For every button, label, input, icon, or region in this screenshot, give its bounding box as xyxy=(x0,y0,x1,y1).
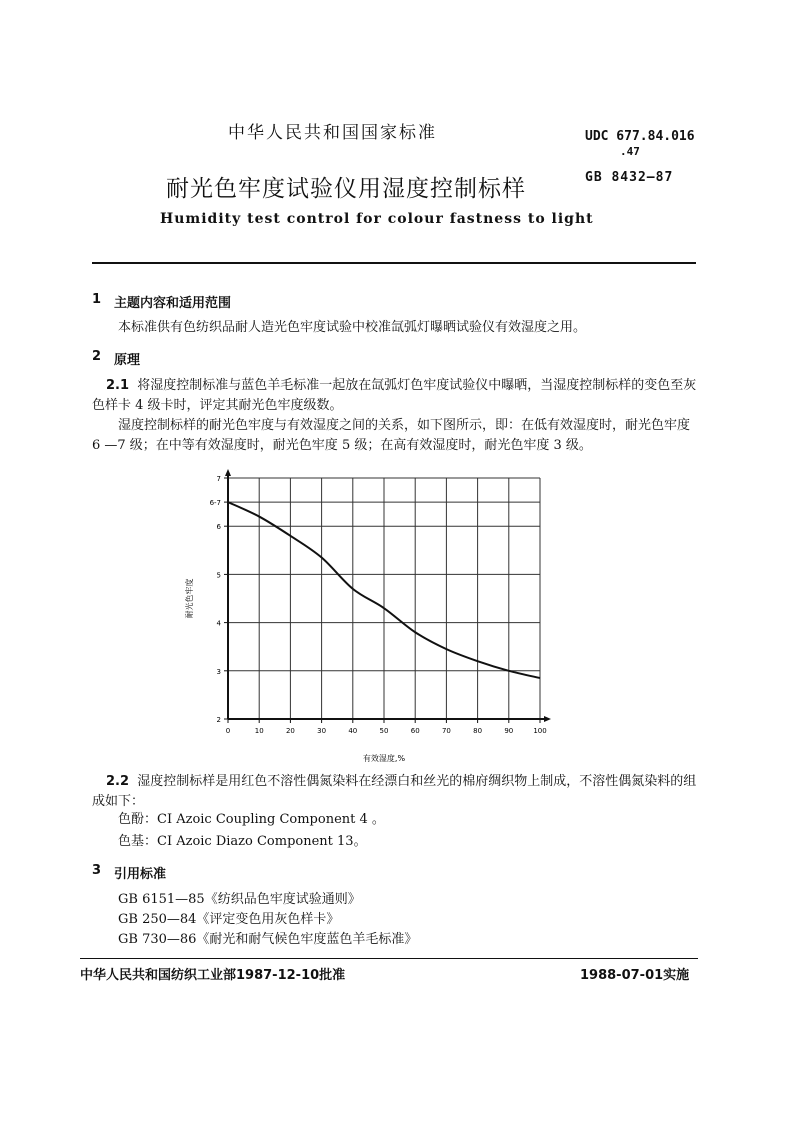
x-tick-label: 100 xyxy=(533,727,547,735)
x-tick-label: 90 xyxy=(504,727,514,735)
udc-code: UDC 677.84.016 xyxy=(585,129,695,144)
x-tick-label: 30 xyxy=(317,727,327,735)
clause-2-2 xyxy=(92,772,698,812)
chart-axes xyxy=(224,469,551,723)
x-tick-label: 60 xyxy=(410,727,420,735)
implementation-date: 1988-07-01实施 xyxy=(580,968,690,983)
document-title-cn: 耐光色牢度试验仪用湿度控制标样 xyxy=(166,176,526,202)
y-axis-arrow xyxy=(225,469,231,476)
reference-standard: GB 6151—85《纺织品色牢度试验通则》 xyxy=(118,892,361,907)
clause-2-1-relation: 湿度控制标样的耐光色牢度与有效湿度之间的关系，如下图所示，即：在低有效湿度时，耐光色牢度 6 —7 级；在中等有效湿度时，耐光色牢度 5 级；在高有效湿度时，耐光色牢度 3 级。 xyxy=(92,418,691,453)
reference-standard: GB 250—84《评定变色用灰色样卡》 xyxy=(118,912,340,927)
chart-grid xyxy=(228,478,540,719)
clause-2-1-text: 将湿度控制标准与蓝色羊毛标准一起放在氙弧灯色牢度试验仪中曝晒，当湿度控制标样的变色至灰色样卡 4 级卡时，评定其耐光色牢度级数。 xyxy=(92,378,697,413)
x-tick-label: 80 xyxy=(473,727,483,735)
x-tick-labels xyxy=(226,727,547,735)
clause-2-1-label: 2.1 xyxy=(106,378,130,393)
diazo-component: 色基：CI Azoic Diazo Component 13。 xyxy=(118,834,367,849)
y-tick-label: 3 xyxy=(216,667,221,676)
clause-2-2-text: 湿度控制标样是用红色不溶性偶氮染料在经漂白和丝光的棉府绸织物上制成，不溶性偶氮染料的组成如下： xyxy=(92,774,697,809)
section-3-title: 引用标准 xyxy=(114,867,167,882)
footer-rule xyxy=(80,958,698,959)
header-rule xyxy=(92,262,696,264)
fastness-humidity-chart xyxy=(172,468,562,768)
clause-2-2-label: 2.2 xyxy=(106,774,130,789)
national-standard-heading: 中华人民共和国国家标准 xyxy=(228,123,437,143)
section-1-title: 主题内容和适用范围 xyxy=(114,296,232,311)
y-tick-label: 5 xyxy=(216,571,221,580)
x-tick-label: 20 xyxy=(285,727,295,735)
x-axis-label: 有效湿度,% xyxy=(362,754,406,763)
y-axis-label: 耐光色牢度 xyxy=(185,578,194,619)
x-tick-label: 0 xyxy=(225,727,231,735)
y-tick-label: 6 xyxy=(216,523,221,532)
clause-2-1 xyxy=(92,376,698,416)
x-tick-label: 10 xyxy=(254,727,264,735)
x-tick-label: 40 xyxy=(348,727,358,735)
udc-code-suffix: .47 xyxy=(620,145,640,158)
section-3-number: 3 xyxy=(92,863,102,878)
x-tick-label: 50 xyxy=(379,727,389,735)
section-2-title: 原理 xyxy=(114,353,141,368)
section-2-number: 2 xyxy=(92,349,102,364)
gb-standard-number: GB 8432—87 xyxy=(585,170,674,185)
x-tick-label: 70 xyxy=(441,727,451,735)
x-axis-arrow xyxy=(544,716,551,722)
y-tick-label: 6-7 xyxy=(209,499,221,508)
y-tick-labels xyxy=(210,475,222,724)
approval-date: 中华人民共和国纺织工业部1987-12-10批准 xyxy=(80,968,346,983)
coupling-component: 色酚：CI Azoic Coupling Component 4 。 xyxy=(118,812,385,827)
document-title-en: Humidity test control for colour fastness to light xyxy=(160,211,594,227)
y-tick-label: 4 xyxy=(216,619,221,628)
section-1-number: 1 xyxy=(92,292,102,307)
y-tick-label: 7 xyxy=(216,475,221,483)
section-1-body: 本标准供有色纺织品耐人造光色牢度试验中校准氙弧灯曝晒试验仪有效湿度之用。 xyxy=(118,320,587,335)
reference-standard: GB 730—86《耐光和耐气候色牢度蓝色羊毛标准》 xyxy=(118,932,418,947)
y-tick-label: 2 xyxy=(216,716,221,724)
